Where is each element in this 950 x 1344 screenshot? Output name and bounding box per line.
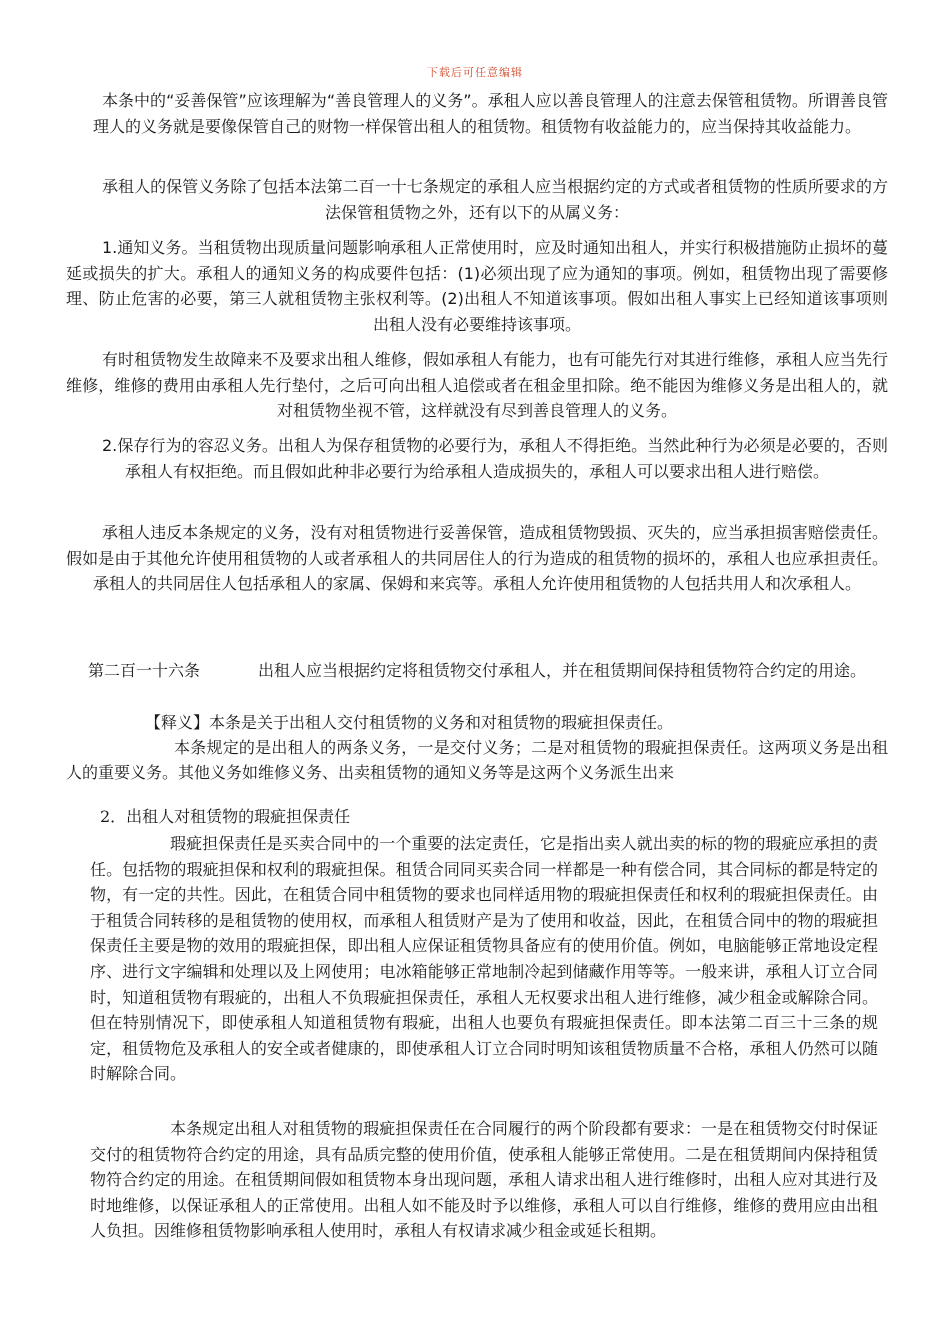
paragraph-safekeeping: 本条中的“妥善保管”应该理解为“善良管理人的义务”。承租人应以善良管理人的注意去保管租赁物。所谓善良管理人的义务就是要像保管自己的财物一样保管出租人的租赁物。租赁物有收益能力的，应当保持其收益能力。: [92, 91, 888, 136]
paragraph-notice-duty: 1.通知义务。当租赁物出现质量问题影响承租人正常使用时，应及时通知出租人，并实行积极措施防止损坏的蔓延或损失的扩大。承租人的通知义务的构成要件包括：(1)必须出现了应为通知的事项。例如，租赁物出现了需要修理、防止危害的必要，第三人就租赁物主张权利等。(2)出租人不知道该事项。假如出租人事实上已经知道该事项则出租人没有必要维持该事项。: [66, 238, 888, 334]
header-note: 下载后可任意编辑: [427, 66, 523, 79]
article-line: [66, 658, 888, 684]
explanation: 本条规定的是出租人的两条义务，一是交付义务；二是对租赁物的瑕疵担保责任。这两项义务是出租人的重要义务。其他义务如维修义务、出卖租赁物的通知义务等是这两个义务派生出来: [66, 738, 888, 782]
paragraph-tolerance-duty: 2.保存行为的容忍义务。出租人为保存租赁物的必要行为，承租人不得拒绝。当然此种行为必须是必要的，否则承租人有权拒绝。而且假如此种非必要行为给承租人造成损失的，承租人可以要求出租人进行赔偿。: [102, 436, 888, 481]
paragraph-custody-duty: 承租人的保管义务除了包括本法第二百一十七条规定的承租人应当根据约定的方式或者租赁物的性质所要求的方法保管租赁物之外，还有以下的从属义务：: [102, 177, 888, 222]
article-number: 第二百一十六条: [88, 661, 201, 680]
section-paragraph-2: 本条规定出租人对租赁物的瑕疵担保责任在合同履行的两个阶段都有要求：一是在租赁物交付时保证交付的租赁物符合约定的用途，具有品质完整的使用价值，使承租人能够正常使用。二是在租赁期间内保持租赁物符合约定的用途。在租赁期间假如租赁物本身出现问题，承租人请求出租人进行维修时，出租人应对其进行及时地维修，以保证承租人的正常使用。出租人如不能及时予以维修，承租人可以自行维修，维修的费用应由出租人负担。因维修租赁物影响承租人使用时，承租人有权请求减少租金或延长租期。: [90, 1119, 878, 1241]
interpretation: 【释义】本条是关于出租人交付租赁物的义务和对租赁物的瑕疵担保责任。: [145, 713, 674, 732]
section-heading: 2．出租人对租赁物的瑕疵担保责任: [100, 807, 351, 826]
paragraph-repair: 有时租赁物发生故障来不及要求出租人维修，假如承租人有能力，也有可能先行对其进行维修，承租人应当先行维修，维修的费用由承租人先行垫付，之后可向出租人追偿或者在租金里扣除。绝不能因为维修义务是出租人的，就对租赁物坐视不管，这样就没有尽到善良管理人的义务。: [66, 350, 888, 420]
paragraph-liability: 承租人违反本条规定的义务，没有对租赁物进行妥善保管，造成租赁物毁损、灭失的，应当承担损害赔偿责任。假如是由于其他允许使用租赁物的人或者承租人的共同居住人的行为造成的租赁物的损坏的，承租人也应承担责任。承租人的共同居住人包括承租人的家属、保姆和来宾等。承租人允许使用租赁物的人包括共用人和次承租人。: [66, 523, 888, 593]
article-text: 出租人应当根据约定将租赁物交付承租人，并在租赁期间保持租赁物符合约定的用途。: [258, 661, 867, 680]
section-paragraph-1: 瑕疵担保责任是买卖合同中的一个重要的法定责任，它是指出卖人就出卖的标的物的瑕疵应承担的责任。包括物的瑕疵担保和权利的瑕疵担保。租赁合同同买卖合同一样都是一种有偿合同，其合同标的都是特定的物，有一定的共性。因此，在租赁合同中租赁物的要求也同样适用物的瑕疵担保责任和权利的瑕疵担保责任。由于租赁合同转移的是租赁物的使用权，而承租人租赁财产是为了使用和收益，因此，在租赁合同中的物的瑕疵担保责任主要是物的效用的瑕疵担保，即出租人应保证租赁物具备应有的使用价值。例如，电脑能够正常地设定程序、进行文字编辑和处理以及上网使用；电冰箱能够正常地制冷起到储藏作用等等。一般来讲，承租人订立合同时，知道租赁物有瑕疵的，出租人不负瑕疵担保责任，承租人无权要求出租人进行维修，减少租金或解除合同。但在特别情况下，即使承租人知道租赁物有瑕疵，出租人也要负有瑕疵担保责任。即本法第二百三十三条的规定，租赁物危及承租人的安全或者健康的，即使承租人订立合同时明知该租赁物质量不合格，承租人仍然可以随时解除合同。: [90, 834, 878, 1084]
